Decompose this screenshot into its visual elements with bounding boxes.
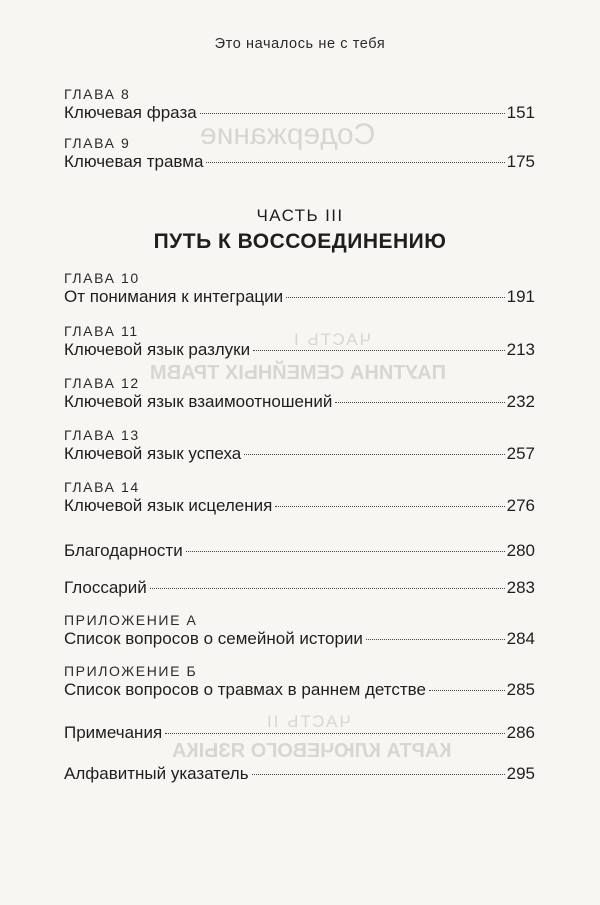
toc-row (64, 391, 535, 413)
show-through-heading: Содержание (200, 118, 376, 151)
entry-title: От понимания к интеграции (64, 287, 284, 306)
entry-title: Список вопросов о семейной истории (64, 629, 363, 648)
chapter-label: ГЛАВА 9 (64, 135, 131, 151)
chapter-label: ГЛАВА 12 (64, 375, 140, 391)
dot-leader (206, 162, 504, 163)
page-number: 213 (506, 340, 535, 359)
show-through-part-label: ЧАСТЬ I (292, 330, 371, 349)
toc-entry (64, 375, 535, 413)
entry-title: Список вопросов о травмах в раннем детстве (64, 680, 426, 699)
page-number: 257 (506, 444, 535, 463)
entry-title: Ключевая травма (64, 152, 204, 171)
chapter-label: ГЛАВА 14 (64, 479, 140, 495)
toc-row (64, 763, 535, 785)
appendix-label: ПРИЛОЖЕНИЕ А (64, 612, 198, 628)
page-number: 232 (506, 392, 535, 411)
toc-entry (64, 763, 535, 785)
page-number: 285 (506, 680, 535, 699)
toc-row (64, 540, 535, 562)
dot-leader (200, 113, 505, 114)
entry-title: Благодарности (64, 541, 183, 560)
running-head: Это началось не с тебя (214, 36, 386, 52)
dot-leader (286, 297, 504, 298)
chapter-label: ГЛАВА 8 (64, 86, 131, 102)
dot-leader (244, 454, 504, 455)
dot-leader (253, 350, 505, 351)
toc-entry (64, 577, 535, 599)
toc-entry (64, 323, 535, 361)
toc-row (64, 722, 535, 744)
toc-entry (64, 722, 535, 744)
toc-entry (64, 540, 535, 562)
page-number: 286 (506, 723, 535, 742)
show-through-part2-label: ЧАСТЬ II (265, 712, 351, 731)
part-label: ЧАСТЬ III (256, 206, 344, 225)
page-number: 280 (506, 541, 535, 560)
toc-row (64, 577, 535, 599)
toc-entry (64, 86, 535, 124)
page-number: 276 (506, 496, 535, 515)
dot-leader (275, 506, 504, 507)
dot-leader (150, 588, 505, 589)
show-through-part2-title: КАРТА КЛЮЧЕВОГО ЯЗЫКА (172, 740, 452, 762)
dot-leader (165, 733, 504, 734)
entry-title: Ключевой язык исцеления (64, 496, 273, 515)
toc-entry (64, 427, 535, 465)
entry-title: Алфавитный указатель (64, 764, 249, 783)
page-number: 283 (506, 578, 535, 597)
page-number: 284 (506, 629, 535, 648)
entry-title: Ключевой язык разлуки (64, 340, 251, 359)
page-number: 151 (506, 103, 535, 122)
dot-leader (429, 690, 505, 691)
part-title: ПУТЬ К ВОССОЕДИНЕНИЮ (153, 230, 447, 253)
dot-leader (366, 639, 505, 640)
toc-row (64, 102, 535, 124)
toc-row (64, 495, 535, 517)
toc-entry (64, 479, 535, 517)
toc-row (64, 443, 535, 465)
entry-title: Ключевая фраза (64, 103, 197, 122)
page-number: 175 (506, 152, 535, 171)
toc-entry (64, 612, 535, 650)
toc-row (64, 679, 535, 701)
entry-title: Примечания (64, 723, 163, 742)
toc-row (64, 286, 535, 308)
toc-row (64, 151, 535, 173)
chapter-label: ГЛАВА 11 (64, 323, 139, 339)
appendix-label: ПРИЛОЖЕНИЕ Б (64, 663, 198, 679)
dot-leader (252, 774, 505, 775)
show-through-part-title: ПАУТИНА СЕМЕЙНЫХ ТРАВМ (150, 362, 446, 384)
dot-leader (335, 402, 504, 403)
toc-row (64, 628, 535, 650)
toc-row (64, 339, 535, 361)
toc-entry (64, 663, 535, 701)
toc-entry (64, 270, 535, 308)
page-number: 191 (506, 287, 535, 306)
toc-entry (64, 135, 535, 173)
page-number: 295 (506, 764, 535, 783)
entry-title: Глоссарий (64, 578, 147, 597)
dot-leader (186, 551, 505, 552)
chapter-label: ГЛАВА 13 (64, 427, 140, 443)
chapter-label: ГЛАВА 10 (64, 270, 140, 286)
entry-title: Ключевой язык взаимоотношений (64, 392, 333, 411)
entry-title: Ключевой язык успеха (64, 444, 242, 463)
